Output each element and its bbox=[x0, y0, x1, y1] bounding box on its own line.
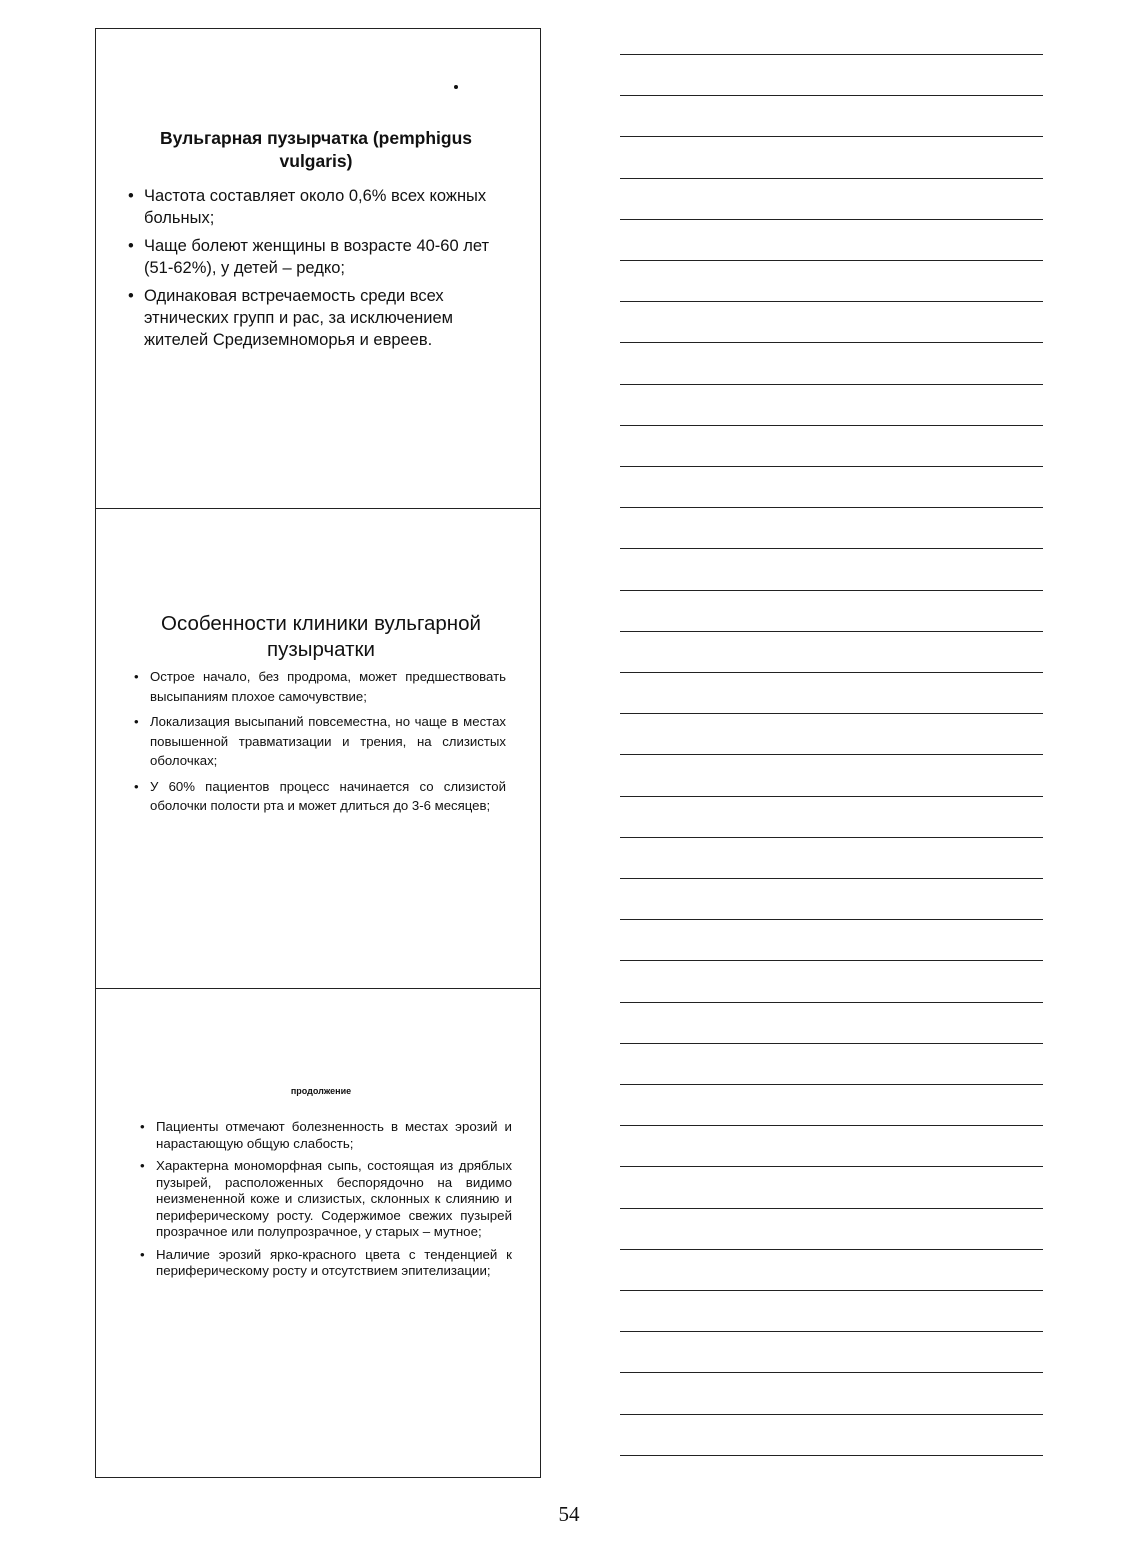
note-line bbox=[620, 425, 1043, 426]
note-line bbox=[620, 1208, 1043, 1209]
note-line bbox=[620, 796, 1043, 797]
note-line bbox=[620, 548, 1043, 549]
note-line bbox=[620, 466, 1043, 467]
note-line bbox=[620, 631, 1043, 632]
slide-1-title: Вульгарная пузырчатка (pemphigus vulgaris) bbox=[159, 128, 473, 171]
note-line bbox=[620, 837, 1043, 838]
note-line bbox=[620, 590, 1043, 591]
note-line bbox=[620, 178, 1043, 179]
slide-2-bullet-list bbox=[134, 667, 506, 822]
slide-3-bullet: • Пациенты отмечают болезненность в местах эрозий и нарастающую общую слабость; bbox=[140, 1119, 512, 1152]
note-line bbox=[620, 342, 1043, 343]
note-line bbox=[620, 1166, 1043, 1167]
slide-3-bullet: • Характерна мономорфная сыпь, состоящая из дряблых пузырей, расположенных беспорядочно на видимо неизмененной коже и слизистых, склонных к слиянию и периферическому росту. Содержимое свежих пузырей прозрачное или полупрозрачное, у старых – мутное; bbox=[140, 1158, 512, 1241]
note-line bbox=[620, 1002, 1043, 1003]
note-line bbox=[620, 301, 1043, 302]
slide-3-bullet: • Наличие эрозий ярко-красного цвета с тенденцией к периферическому росту и отсутствием эпителизации; bbox=[140, 1247, 512, 1280]
slides-column bbox=[95, 28, 543, 1478]
slide-1-bullet: • Одинаковая встречаемость среди всех этнических групп и рас, за исключением жителей Средиземноморья и евреев. bbox=[128, 285, 508, 351]
note-line bbox=[620, 219, 1043, 220]
note-line bbox=[620, 919, 1043, 920]
slide-2-bullet: • У 60% пациентов процесс начинается со слизистой оболочки полости рта и может длиться до 3-6 месяцев; bbox=[134, 777, 506, 816]
note-line bbox=[620, 507, 1043, 508]
note-line bbox=[620, 1414, 1043, 1415]
slide-1 bbox=[95, 28, 541, 510]
note-line bbox=[620, 1125, 1043, 1126]
note-line bbox=[620, 95, 1043, 96]
slide-1-bullet: • Частота составляет около 0,6% всех кожных больных; bbox=[128, 185, 508, 229]
note-line bbox=[620, 136, 1043, 137]
note-line bbox=[620, 878, 1043, 879]
note-line bbox=[620, 713, 1043, 714]
note-line bbox=[620, 260, 1043, 261]
note-line bbox=[620, 754, 1043, 755]
note-line bbox=[620, 1331, 1043, 1332]
slide-3 bbox=[95, 988, 541, 1478]
note-line bbox=[620, 1372, 1043, 1373]
slide-2-bullet: • Острое начало, без продрома, может предшествовать высыпаниям плохое самочувствие; bbox=[134, 667, 506, 706]
note-line bbox=[620, 1084, 1043, 1085]
slide-1-bullet-list bbox=[128, 185, 508, 357]
slide-2-bullet: • Локализация высыпаний повсеместна, но чаще в местах повышенной травматизации и трения, на слизистых оболочках; bbox=[134, 712, 506, 771]
note-line bbox=[620, 1043, 1043, 1044]
slide-3-bullet-list bbox=[140, 1119, 512, 1286]
slide-2-title: Особенности клиники вульгарной пузырчатки bbox=[161, 612, 481, 661]
note-line bbox=[620, 384, 1043, 385]
note-line bbox=[620, 1290, 1043, 1291]
note-line bbox=[620, 1249, 1043, 1250]
note-line bbox=[620, 1455, 1043, 1456]
slide-3-title: продолжение bbox=[290, 1086, 352, 1096]
stray-dot bbox=[454, 85, 458, 89]
page-number: 54 bbox=[558, 1502, 580, 1526]
note-line bbox=[620, 960, 1043, 961]
slide-2 bbox=[95, 508, 541, 990]
note-line bbox=[620, 54, 1043, 55]
note-line bbox=[620, 672, 1043, 673]
slide-1-bullet: • Чаще болеют женщины в возрасте 40-60 лет (51-62%), у детей – редко; bbox=[128, 235, 508, 279]
notes-lines-area bbox=[620, 54, 1043, 1474]
